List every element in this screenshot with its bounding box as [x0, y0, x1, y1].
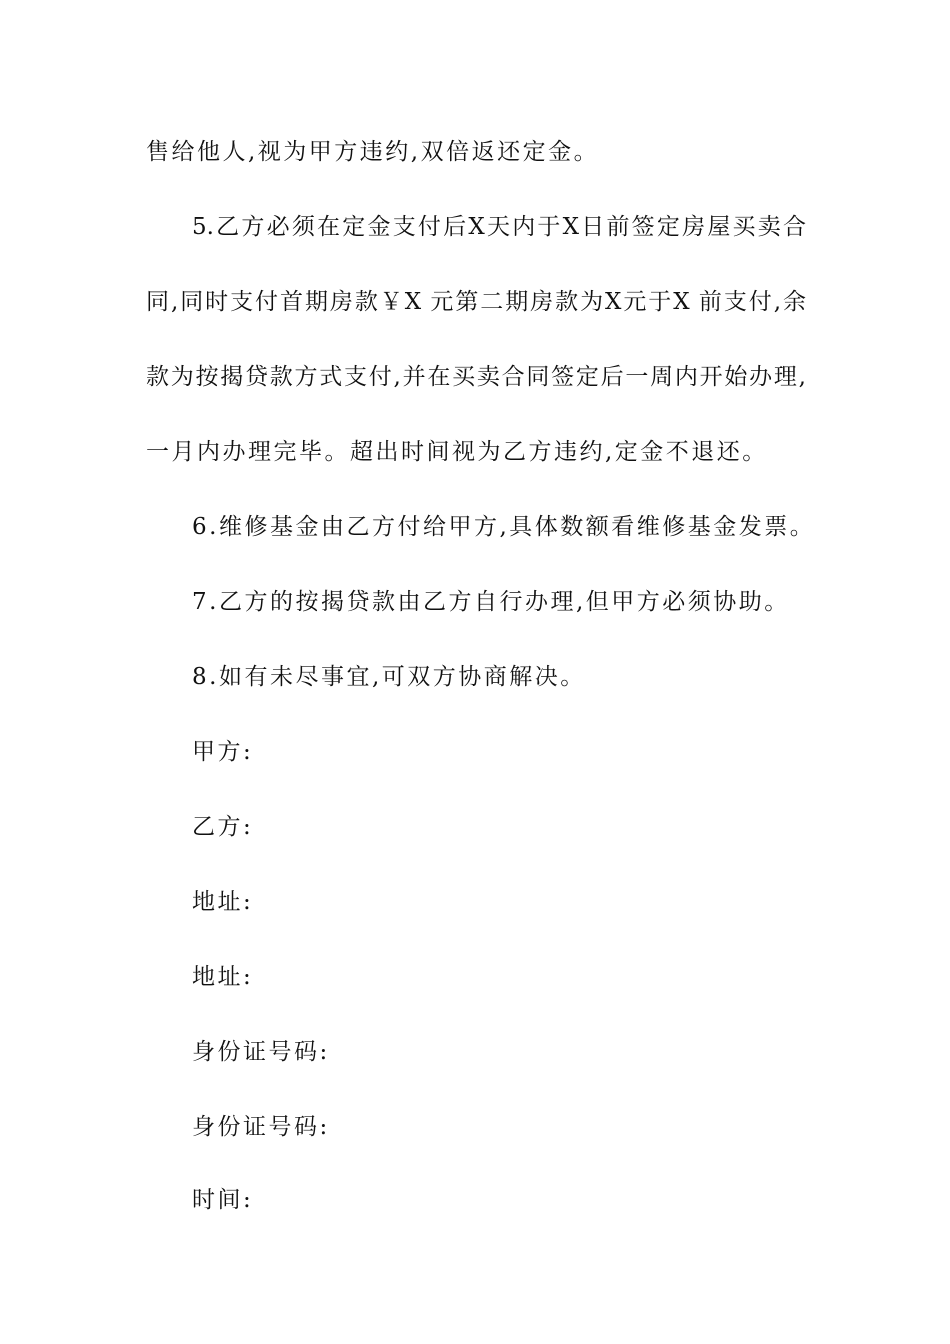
clause-5-line-2: 同,同时支付首期房款￥X 元第二期房款为X元于X 前支付,余	[146, 289, 806, 315]
id-number-label-b: 身份证号码:	[192, 1114, 330, 1140]
party-a-label: 甲方:	[192, 739, 254, 765]
clause-5-line-3: 款为按揭贷款方式支付,并在买卖合同签定后一周内开始办理,	[146, 364, 806, 390]
clause-5-line-4: 一月内办理完毕。超出时间视为乙方违约,定金不退还。	[146, 439, 768, 465]
clause-4-continuation: 售给他人,视为甲方违约,双倍返还定金。	[146, 139, 600, 165]
clause-8: 8.如有未尽事宜,可双方协商解决。	[192, 664, 586, 690]
id-number-label-a: 身份证号码:	[192, 1039, 330, 1065]
address-label-a: 地址:	[192, 889, 254, 915]
address-label-b: 地址:	[192, 964, 254, 990]
clause-5-line-1: 5.乙方必须在定金支付后X天内于X日前签定房屋买卖合	[192, 214, 806, 240]
party-b-label: 乙方:	[192, 814, 254, 840]
clause-7: 7.乙方的按揭贷款由乙方自行办理,但甲方必须协助。	[192, 589, 790, 615]
date-label: 时间:	[192, 1187, 254, 1213]
clause-6: 6.维修基金由乙方付给甲方,具体数额看维修基金发票。	[192, 514, 816, 540]
